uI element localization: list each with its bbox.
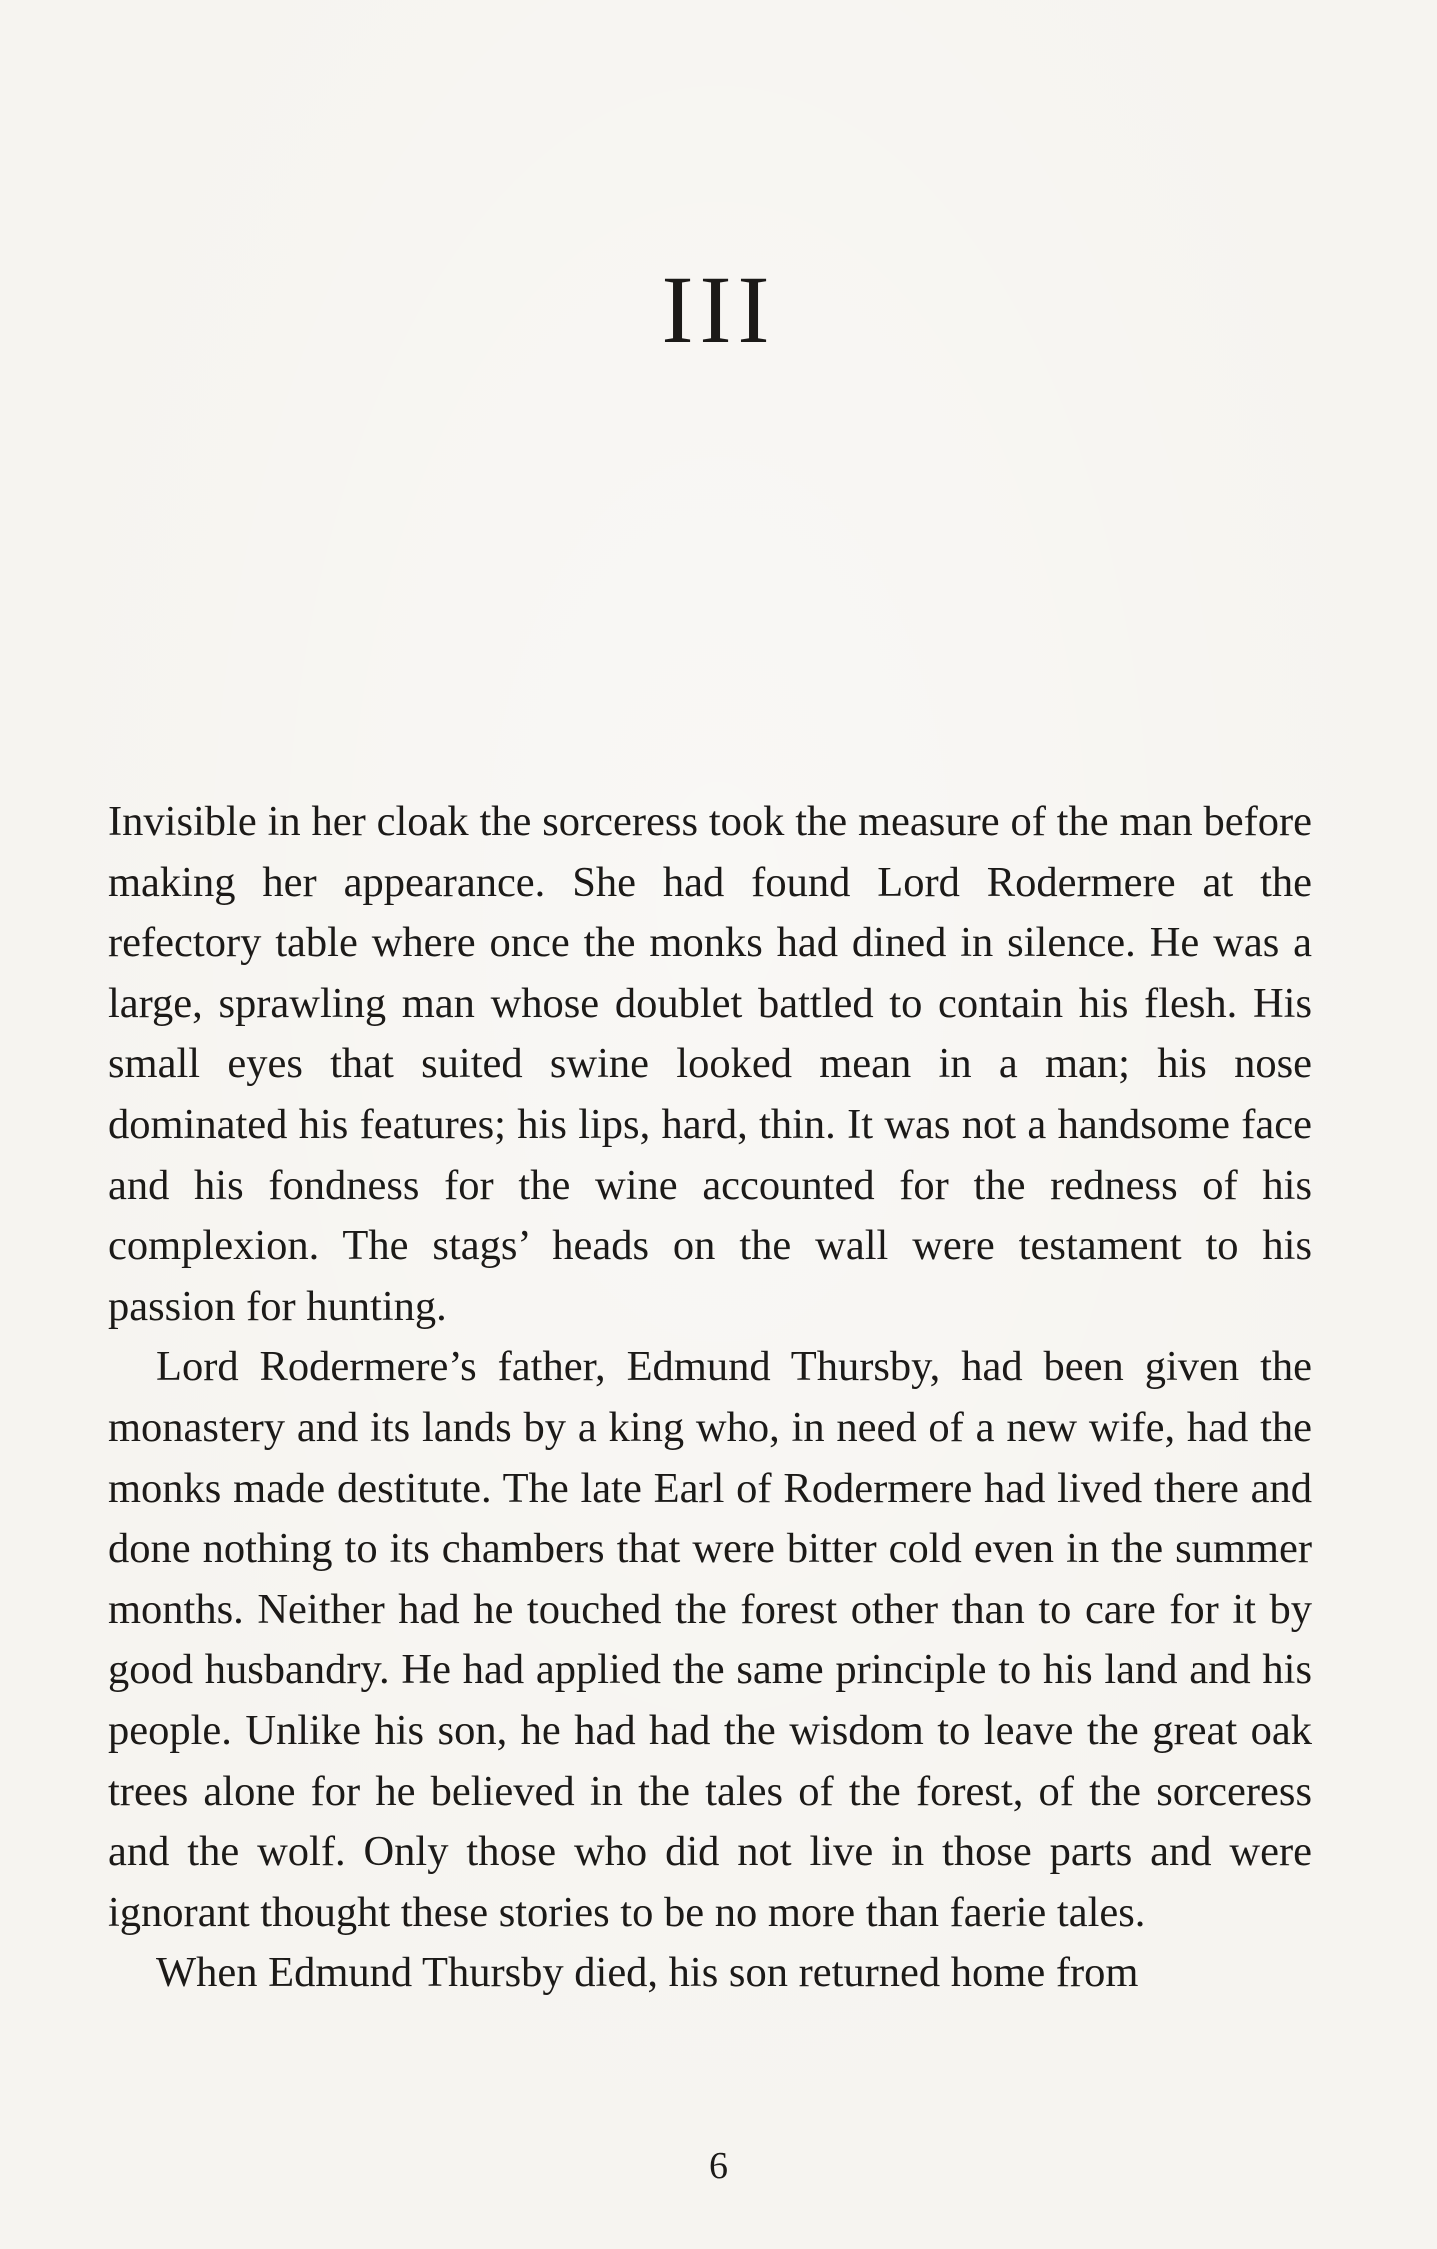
body-text <box>108 792 1312 2004</box>
page-number: 6 <box>709 2145 728 2187</box>
paragraph-3: When Edmund Thursby died, his son returned home from <box>156 1949 1139 1997</box>
paragraph-1: Invisible in her cloak the sorceress took the measure of the man before making her appearance. She had found Lord Rodermere at the refectory table where once the monks had dined in silence. He was a large, sprawling man whose doublet battled to contain his flesh. His small eyes that suited swine looked mean in a man; his nose dominated his features; his lips, hard, thin. It was not a handsome face and his fondness for the wine accounted for the redness of his complexion. The stags’ heads on the wall were testament to his passion for hunting. <box>108 798 1312 1330</box>
chapter-heading: III <box>661 256 776 363</box>
paragraph-2: Lord Rodermere’s father, Edmund Thursby, had been given the monastery and its lands by a king who, in need of a new wife, had the monks made destitute. The late Earl of Rodermere had lived there and done nothing to its chambers that were bitter cold even in the summer months. Neither had he touched the forest other than to care for it by good husbandry. He had applied the same principle to his land and his people. Unlike his son, he had had the wisdom to leave the great oak trees alone for he believed in the tales of the forest, of the sorceress and the wolf. Only those who did not live in those parts and were ignorant thought these stories to be no more than faerie tales. <box>108 1343 1312 1936</box>
